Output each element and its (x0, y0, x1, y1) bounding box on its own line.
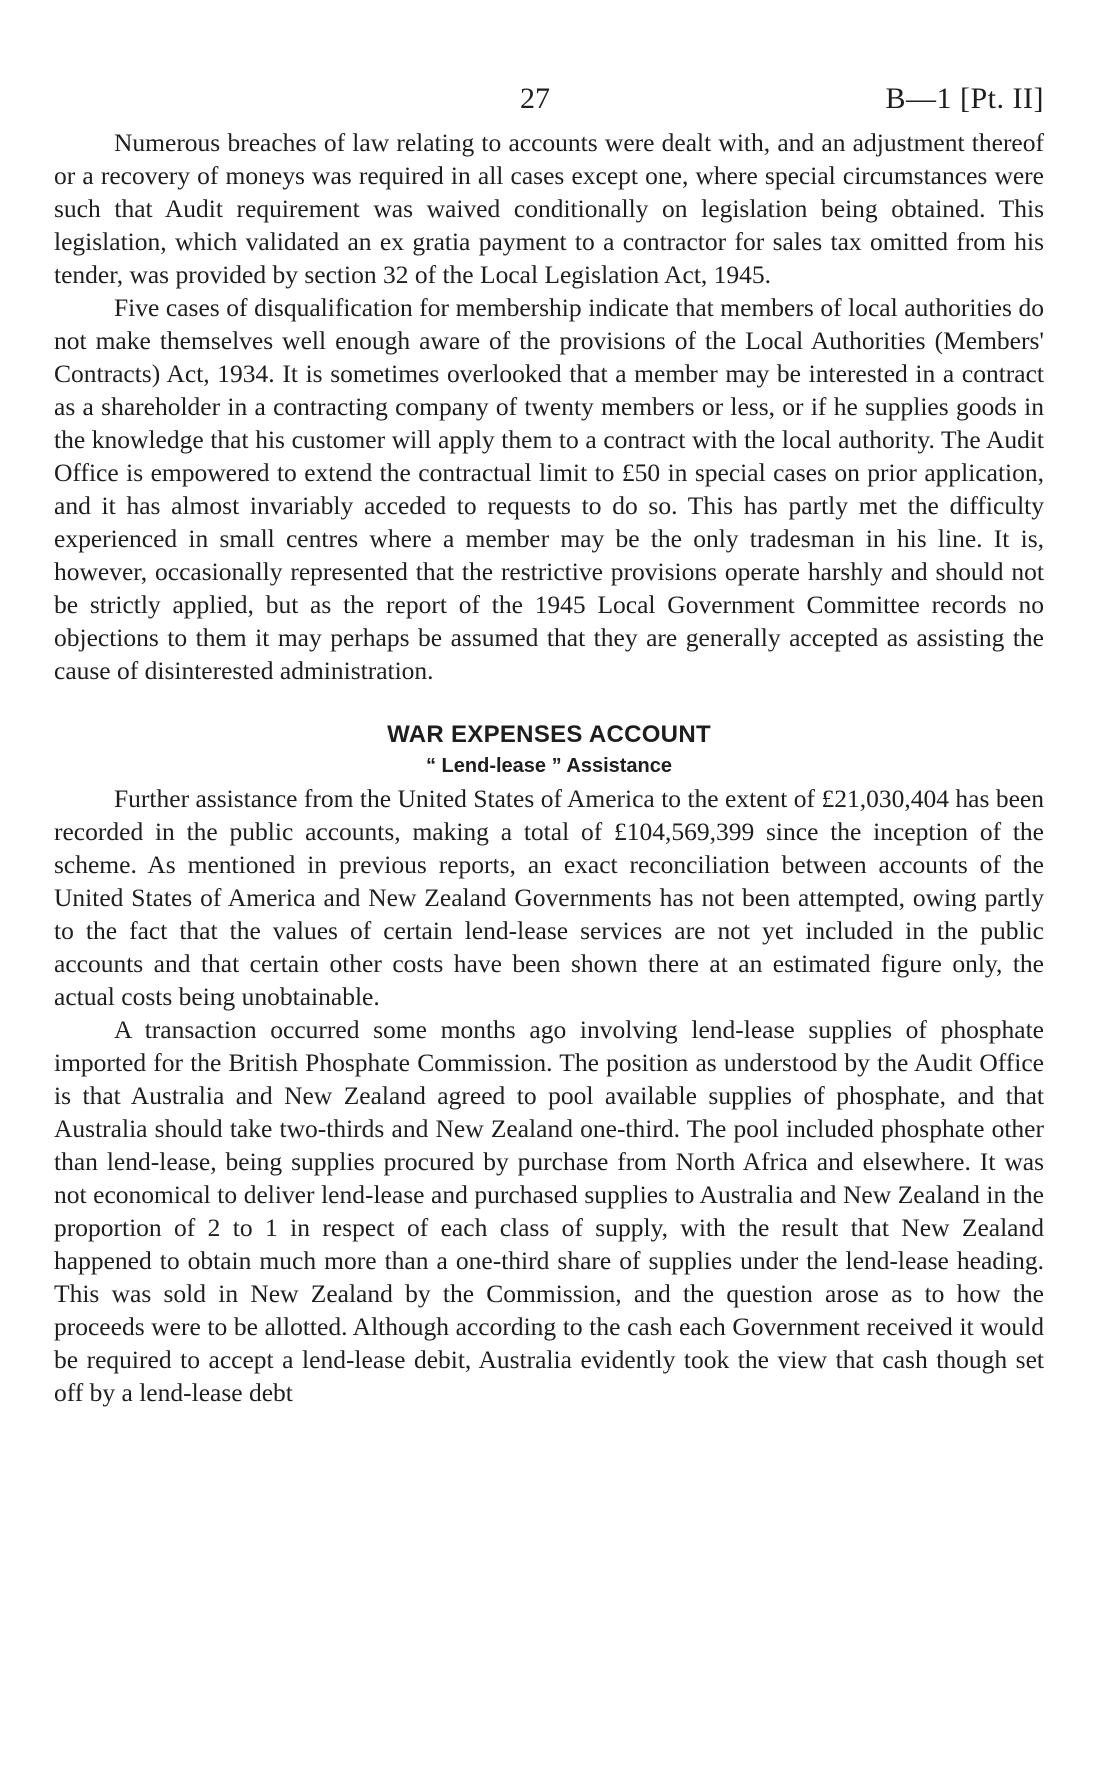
page-header (54, 82, 1044, 126)
document-reference: B—1 [Pt. II] (885, 82, 1044, 115)
paragraph-disqualification: Five cases of disqualification for membership indicate that members of local authorities do not make themselves well enough aware of the provisions of the Local Authorities (Members' Contracts) Act, 1934. It is sometimes overlooked that a member may be interested in a contract as a shareholder in a contracting company of twenty members or less, or if he supplies goods in the knowledge that his customer will apply them to a contract with the local authority. The Audit Office is empowered to extend the contractual limit to £50 in special cases on prior application, and it has almost invariably acceded to requests to do so. This has partly met the difficulty experienced in small centres where a member may be the only tradesman in his line. It is, however, occasionally represented that the restrictive provisions operate harshly and should not be strictly applied, but as the report of the 1945 Local Government Committee records no objections to them it may perhaps be assumed that they are generally accepted as assisting the cause of disinterested administration. (54, 293, 1044, 685)
paragraph-further-assistance: Further assistance from the United States of America to the extent of £21,030,404 has been recorded in the public accounts, making a total of £104,569,399 since the inception of the scheme. As mentioned in previous reports, an exact reconciliation between accounts of the United States of America and New Zealand Governments has not been attempted, owing partly to the fact that the values of certain lend-lease services are not yet included in the public accounts and that certain other costs have been shown there at an estimated figure only, the actual costs being unobtainable. (54, 784, 1044, 1011)
paragraph-phosphate-transaction: A transaction occurred some months ago involving lend-lease supplies of phosphate imported for the British Phosphate Commission. The position as understood by the Audit Office is that Australia and New Zealand agreed to pool available supplies of phosphate, and that Australia should take two-thirds and New Zealand one-third. The pool included phosphate other than lend-lease, being supplies procured by purchase from North Africa and elsewhere. It was not economical to deliver lend-lease and purchased supplies to Australia and New Zealand in the proportion of 2 to 1 in respect of each class of supply, with the result that New Zealand happened to obtain much more than a one-third share of supplies under the lend-lease heading. This was sold in New Zealand by the Commission, and the question arose as to how the proceeds were to be allotted. Although according to the cash each Government received it would be required to accept a lend-lease debit, Australia evidently took the view that cash though set off by a lend-lease debt (54, 1015, 1044, 1407)
paragraph-breaches-of-law: Numerous breaches of law relating to accounts were dealt with, and an adjustment thereof or a recovery of moneys was required in all cases except one, where special circumstances were such that Audit requirement was waived conditionally on legislation being obtained. This legislation, which validated an ex gratia payment to a contractor for sales tax omitted from his tender, was provided by section 32 of the Local Legislation Act, 1945. (54, 128, 1044, 289)
document-page (54, 82, 1044, 1409)
section-heading: WAR EXPENSES ACCOUNT (387, 721, 711, 748)
page-number: 27 (520, 82, 550, 115)
section-subheading: “ Lend-lease ” Assistance (425, 755, 673, 777)
